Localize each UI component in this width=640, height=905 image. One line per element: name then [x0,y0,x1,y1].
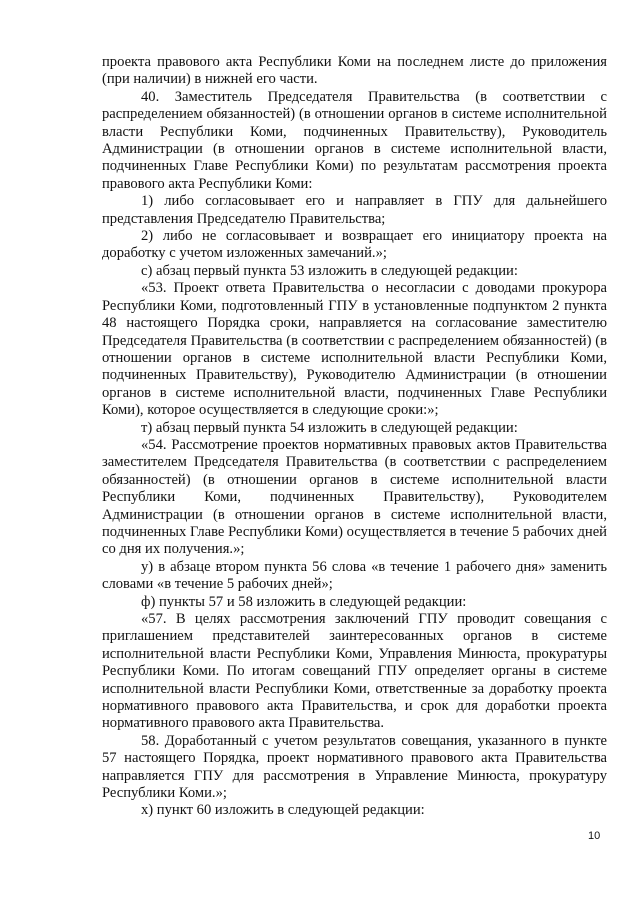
paragraph-amendment-u: у) в абзаце втором пункта 56 слова «в течение 1 рабочего дня» заменить словами «в течение 5 рабочих дней»; [102,558,607,593]
paragraph-item-54: «54. Рассмотрение проектов нормативных правовых актов Правительства заместителем Председателя Правительства (в соответствии с распределением обязанностей) (в отношении органов в системе исполнительной власти Республики Коми, подчиненных Правительству), Руководителем Администрации (в отношении органов в системе исполнительной власти, подчиненных Главе Республики Коми) осуществляется в течение 5 рабочих дней со дня их получения.»; [102,436,607,558]
paragraph-amendment-f: ф) пункты 57 и 58 изложить в следующей редакции: [141,593,467,610]
paragraph-continuation: проекта правового акта Республики Коми на последнем листе до приложения (при наличии) в нижней его части. [102,54,607,88]
paragraph-item-58: 58. Доработанный с учетом результатов совещания, указанного в пункте 57 настоящего Порядка, проект нормативного правового акта Правительства направляется ГПУ для рассмотрения в Управление Минюста, прокуратуру Республики Коми.»; [102,732,607,802]
paragraph-item-53: «53. Проект ответа Правительства о несогласии с доводами прокурора Республики Коми, подготовленный ГПУ в установленные подпунктом 2 пункта 48 настоящего Порядка сроки, направляется на согласование заместителю Председателя Правительства (в соответствии с распределением обязанностей) (в отношении органов в системе исполнительной власти Республики Коми, подчиненных Правительству), Руководителю Администрации (в отношении органов в системе исполнительной власти, подчиненных Главе Республики Коми), которое осуществляется в следующие сроки:»; [102,280,607,419]
document-body [102,54,607,820]
paragraph-amendment-t: т) абзац первый пункта 54 изложить в следующей редакции: [141,419,518,436]
paragraph-subitem-2: 2) либо не согласовывает и возвращает его инициатору проекта на доработку с учетом изложенных замечаний.»; [102,228,607,262]
paragraph-amendment-kh: х) пункт 60 изложить в следующей редакции: [141,802,425,819]
paragraph-subitem-1: 1) либо согласовывает его и направляет в ГПУ для дальнейшего представления Председателю Правительства; [102,193,607,227]
paragraph-item-57: «57. В целях рассмотрения заключений ГПУ проводит совещания с приглашением представителей заинтересованных органов в системе исполнительной власти Республики Коми, Управления Минюста, прокуратуры Республики Коми. По итогам совещаний ГПУ определяет органы в системе исполнительной власти Республики Коми, ответственные за доработку проекта нормативного правового акта Правительства, и срок для доработки проекта нормативного правового акта Правительства. [102,611,607,732]
page-number: 10 [588,830,601,842]
paragraph-amendment-s: с) абзац первый пункта 53 изложить в следующей редакции: [141,262,518,279]
paragraph-item-40: 40. Заместитель Председателя Правительства (в соответствии с распределением обязанностей) (в отношении органов в системе исполнительной власти Республики Коми, подчиненных Правительству), Руководитель Администрации (в отношении органов в системе исполнительной власти, подчиненных Главе Республики Коми) по результатам рассмотрения проекта правового акта Республики Коми: [102,88,607,192]
